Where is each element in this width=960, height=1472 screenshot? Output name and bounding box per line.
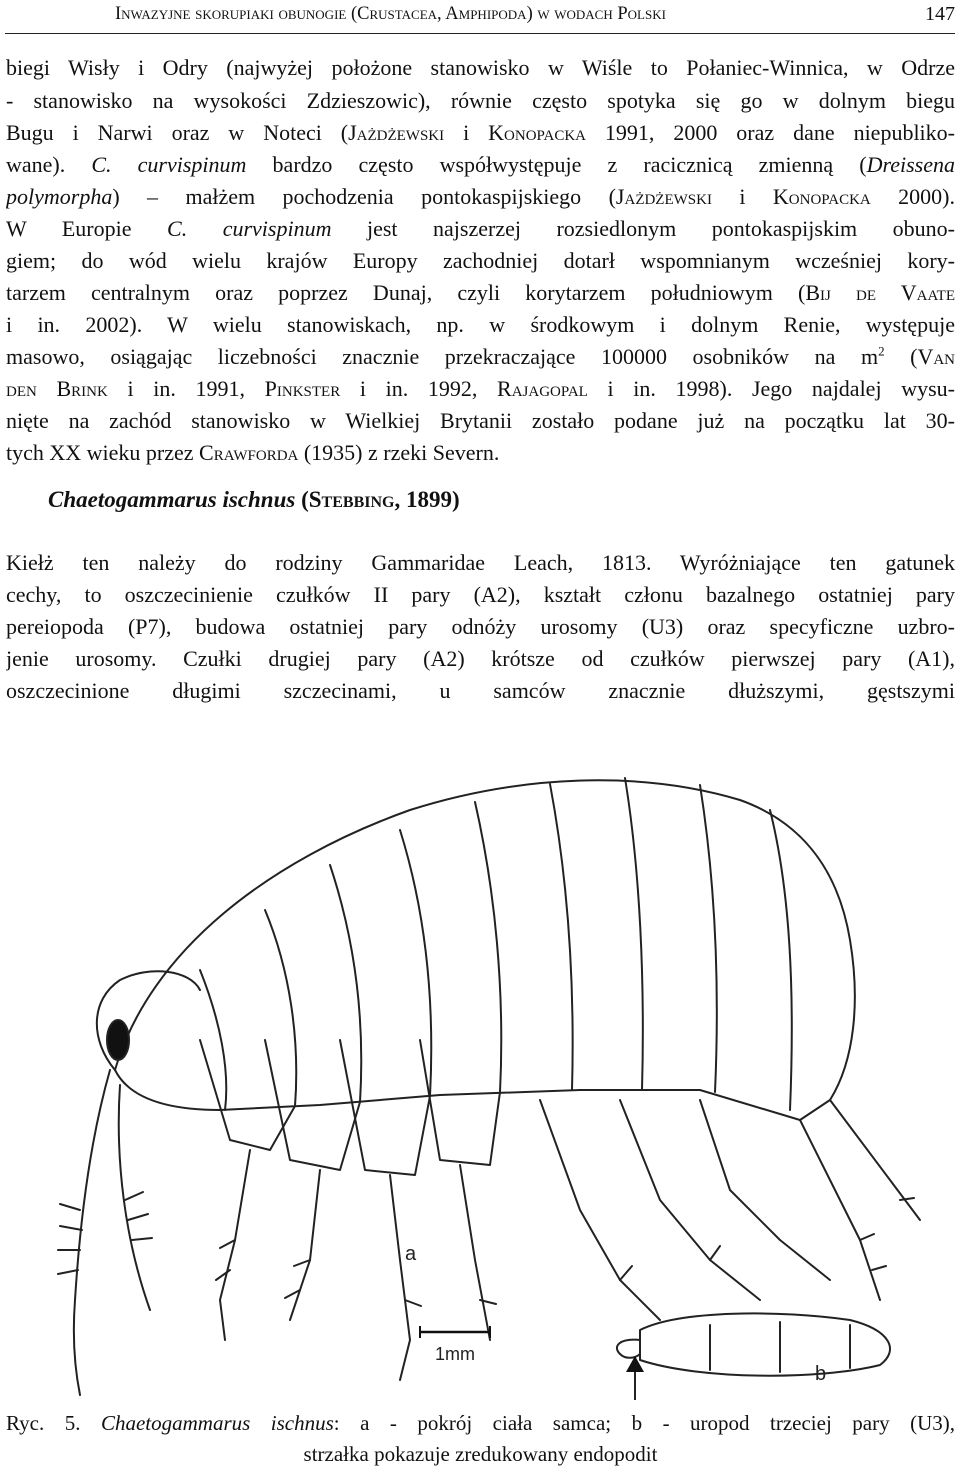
body-line: tych XX wieku przez Crawforda (1935) z rzeki Severn.	[6, 440, 500, 465]
body-line: nięte na zachód stanowisko w Wielkiej Brytanii zostało podane już na początku lat 30-	[6, 408, 955, 433]
author-name: Jażdżewski	[615, 184, 712, 209]
figure-caption	[6, 1408, 955, 1470]
running-header	[115, 2, 955, 26]
body-line: den Brink i in. 1991, Pinkster i in. 1992, Rajagopal i in. 1998). Jego najdalej wysu-	[6, 376, 955, 401]
body-line: masowo, osiągając liczebności znacznie przekraczające 100000 osobników na $m^2$ (Van	[6, 343, 955, 369]
species-name: polymorpha	[6, 184, 113, 209]
author-name: Jażdżewski	[348, 120, 445, 145]
body-line: cechy, to oszczecinienie czułków II pary (A2), kształt członu bazalnego ostatniej pary	[6, 582, 955, 607]
species-name: C. curvispinum	[167, 216, 332, 241]
body-line: - stanowisko na wysokości Zdzieszowic), równie często spotyka się go w dolnym biegu	[6, 88, 955, 113]
header-rule	[5, 33, 955, 34]
species-heading-author: Stebbing	[308, 487, 395, 512]
body-line: wane). C. curvispinum bardzo często współwystępuje z racicznicą zmienną (Dreissena	[6, 152, 955, 177]
author-name: Pinkster	[264, 376, 341, 401]
caption-line: Ryc. 5. Chaetogammarus ischnus: a - pokrój ciała samca; b - uropod trzeciej pary (U3),	[6, 1411, 955, 1435]
figure-label-b: b	[815, 1363, 827, 1385]
body-line: W Europie C. curvispinum jest najszerzej rozsiedlonym pontokaspijskim obuno-	[6, 216, 955, 241]
body-line: Bugu i Narwi oraz w Noteci (Jażdżewski i Konopacka 1991, 2000 oraz dane niepubliko-	[6, 120, 955, 145]
scale-label: 1mm	[435, 1344, 475, 1364]
author-name: Crawforda	[199, 440, 299, 465]
species-heading-name: Chaetogammarus ischnus	[48, 487, 296, 512]
body-line: jenie urosomy. Czułki drugiej pary (A2) krótsze od czułków pierwszej pary (A1),	[6, 646, 955, 671]
running-title: Inwazyjne skorupiaki obunogie (Crustacea, Amphipoda) w wodach Polski	[115, 4, 666, 24]
body-line: giem; do wód wielu krajów Europy zachodniej dotarł wspomnianym wcześniej kory-	[6, 248, 955, 273]
body-line: oszczecinione długimi szczecinami, u samców znacznie dłuższymi, gęstszymi	[6, 678, 955, 703]
body-line: tarzem centralnym oraz poprzez Dunaj, czyli korytarzem południowym (Bij de Vaate	[6, 280, 955, 305]
species-name: C. curvispinum	[91, 152, 247, 177]
body-line: Kiełż ten należy do rodziny Gammaridae Leach, 1813. Wyróżniające ten gatunek	[6, 550, 955, 575]
author-name: Konopacka	[488, 120, 586, 145]
author-name: Rajagopal	[497, 376, 588, 401]
page-number: 147	[925, 3, 955, 25]
author-name: Bij de Vaate	[805, 280, 955, 305]
body-line: i in. 2002). W wielu stanowiskach, np. w środkowym i dolnym Renie, występuje	[6, 312, 955, 337]
species-name: Dreissena	[866, 152, 955, 177]
author-name: den Brink	[6, 376, 108, 401]
author-name: Konopacka	[772, 184, 871, 209]
caption-line: strzałka pokazuje zredukowany endopodit	[303, 1442, 658, 1466]
amphipod-illustration	[20, 740, 960, 1400]
caption-species: Chaetogammarus ischnus	[100, 1411, 334, 1435]
body-line: polymorpha) – małżem pochodzenia pontokaspijskiego (Jażdżewski i Konopacka 2000).	[6, 184, 955, 209]
body-line: biegi Wisły i Odry (najwyżej położone stanowisko w Wiśle to Połaniec-Winnica, w Odrze	[6, 55, 955, 80]
body-line: pereiopoda (P7), budowa ostatniej pary odnóży urosomy (U3) oraz specyficzne uzbro-	[6, 614, 955, 639]
species-heading: Chaetogammarus ischnus (Stebbing, 1899)	[48, 487, 460, 512]
figure-label-a: a	[405, 1243, 417, 1265]
author-name: Van	[917, 344, 955, 369]
